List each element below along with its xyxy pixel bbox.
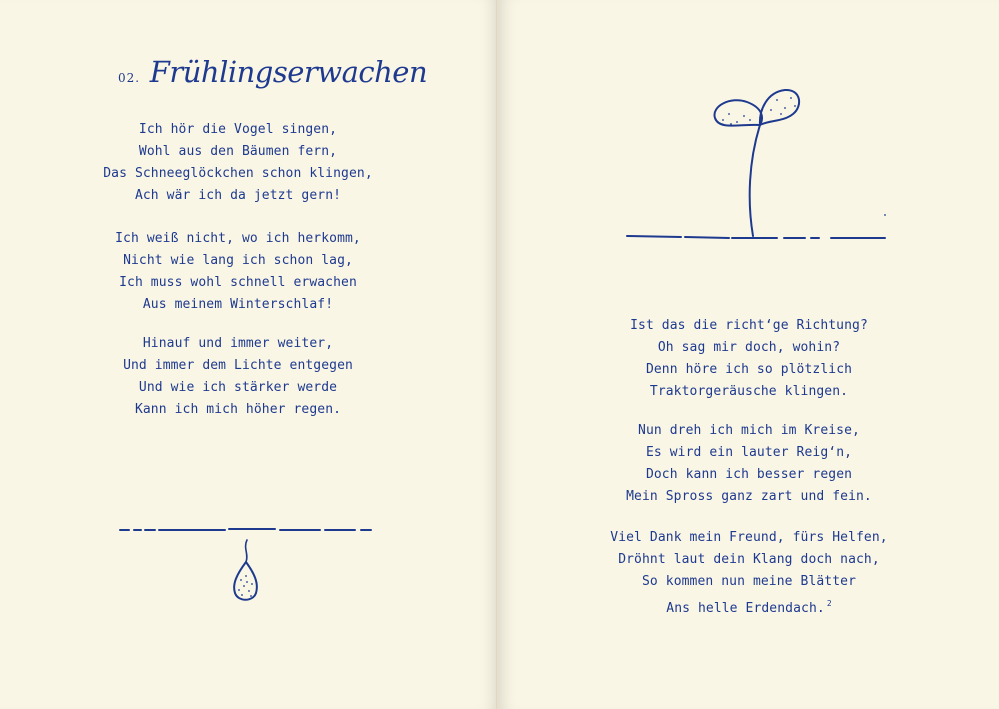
poem-line: Ich muss wohl schnell erwachen <box>119 275 357 290</box>
poem-stanza-5 <box>579 420 919 508</box>
chapter-heading <box>118 55 427 89</box>
poem-line: Denn höre ich so plötzlich <box>645 362 853 377</box>
poem-stanza-3 <box>68 333 408 421</box>
poem-line <box>579 593 919 620</box>
poem-line: Es wird ein lauter Reig‘n, <box>645 445 853 460</box>
chapter-title: Frühlingserwachen <box>149 55 428 89</box>
footnote-marker[interactable]: 2 <box>826 599 832 608</box>
poem-line: Oh sag mir doch, wohin? <box>657 340 841 355</box>
poem-line: Dröhnt laut dein Klang doch nach, <box>618 552 880 567</box>
poem-line: Nicht wie lang ich schon lag, <box>123 253 353 268</box>
poem-line: Ist das die richt‘ge Richtung? <box>630 318 868 333</box>
poem-line: Und immer dem Lichte entgegen <box>123 358 353 373</box>
seed-underground-icon <box>115 520 380 610</box>
chapter-number: 02. <box>118 71 141 85</box>
poem-stanza-2 <box>68 228 408 316</box>
poem-line: Ich hör die Vogel singen, <box>138 122 338 137</box>
poem-line: So kommen nun meine Blätter <box>641 574 857 589</box>
poem-stanza-1 <box>68 119 408 207</box>
poem-line: Ach wär ich da jetzt gern! <box>134 188 342 203</box>
poem-line: Viel Dank mein Freund, fürs Helfen, <box>610 530 888 545</box>
poem-line-text: Ans helle Erdendach. <box>666 601 825 616</box>
poem-line: Hinauf und immer weiter, <box>142 336 334 351</box>
sprout-icon <box>619 80 894 250</box>
poem-stanza-6 <box>579 527 919 620</box>
poem-line: Mein Spross ganz zart und fein. <box>626 489 872 504</box>
poem-line: Nun dreh ich mich im Kreise, <box>638 423 860 438</box>
right-page <box>499 0 999 709</box>
poem-line: Kann ich mich höher regen. <box>134 402 342 417</box>
poem-line: Wohl aus den Bäumen fern, <box>138 144 338 159</box>
poem-line: Ich weiß nicht, wo ich herkomm, <box>115 231 361 246</box>
poem-stanza-4 <box>579 315 919 403</box>
poem-line: Und wie ich stärker werde <box>138 380 338 395</box>
poem-line: Traktorgeräusche klingen. <box>649 384 849 399</box>
poem-line: Das Schneeglöckchen schon klingen, <box>103 166 373 181</box>
poem-line: Aus meinem Winterschlaf! <box>142 297 334 312</box>
left-page <box>0 0 497 709</box>
poem-line: Doch kann ich besser regen <box>645 467 853 482</box>
